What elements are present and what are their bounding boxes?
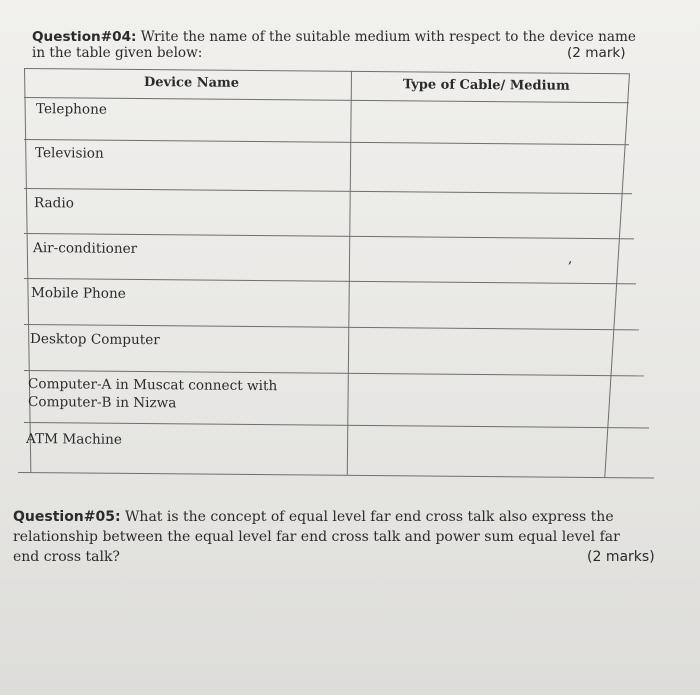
question-05-line1	[13, 507, 614, 527]
question-05-line3: end cross talk?	[13, 549, 120, 565]
device-medium-table	[24, 68, 654, 479]
row-desktop-computer: Desktop Computer	[30, 331, 160, 349]
row-telephone: Telephone	[36, 101, 107, 118]
question-05-text: What is the concept of equal level far end cross talk also express the	[120, 509, 614, 525]
question-04-marks: (2 mark)	[567, 45, 626, 61]
row-television: Television	[35, 145, 104, 162]
table-border-bottom	[18, 472, 654, 479]
question-04-text: Write the name of the suitable medium with respect to the device name	[136, 29, 636, 45]
row-mobile-phone: Mobile Phone	[31, 285, 126, 302]
question-04-line2: in the table given below:	[32, 45, 203, 61]
question-04-label: Question#04:	[32, 29, 137, 45]
row-air-conditioner: Air-conditioner	[33, 240, 138, 257]
table-row-divider	[24, 139, 629, 145]
table-border-top	[24, 68, 629, 74]
row-radio: Radio	[34, 195, 74, 212]
table-border-right	[604, 73, 630, 477]
question-05-marks: (2 marks)	[587, 549, 655, 565]
question-05-line2: relationship between the equal level far end cross talk and power sum equal level far	[13, 529, 620, 545]
table-column-divider	[347, 71, 352, 475]
table-row-divider	[24, 370, 644, 376]
table-border-left	[24, 68, 31, 472]
table-row-divider	[24, 233, 634, 239]
header-device-name: Device Name	[144, 75, 240, 91]
row-air-conditioner-medium: ,	[568, 250, 573, 267]
header-cable-medium: Type of Cable/ Medium	[403, 77, 570, 94]
table-row-divider	[24, 97, 629, 103]
row-computer-a-line1: Computer-A in Muscat connect with	[28, 376, 278, 395]
question-05-label: Question#05:	[13, 509, 121, 525]
row-atm-machine: ATM Machine	[26, 431, 122, 448]
table-row-divider	[24, 188, 632, 194]
table-row-divider	[24, 324, 639, 330]
table-row-divider	[24, 422, 649, 428]
row-computer-a-line2: Computer-B in Nizwa	[28, 394, 177, 412]
table-row-divider	[24, 278, 636, 284]
question-04-line1	[32, 29, 636, 45]
